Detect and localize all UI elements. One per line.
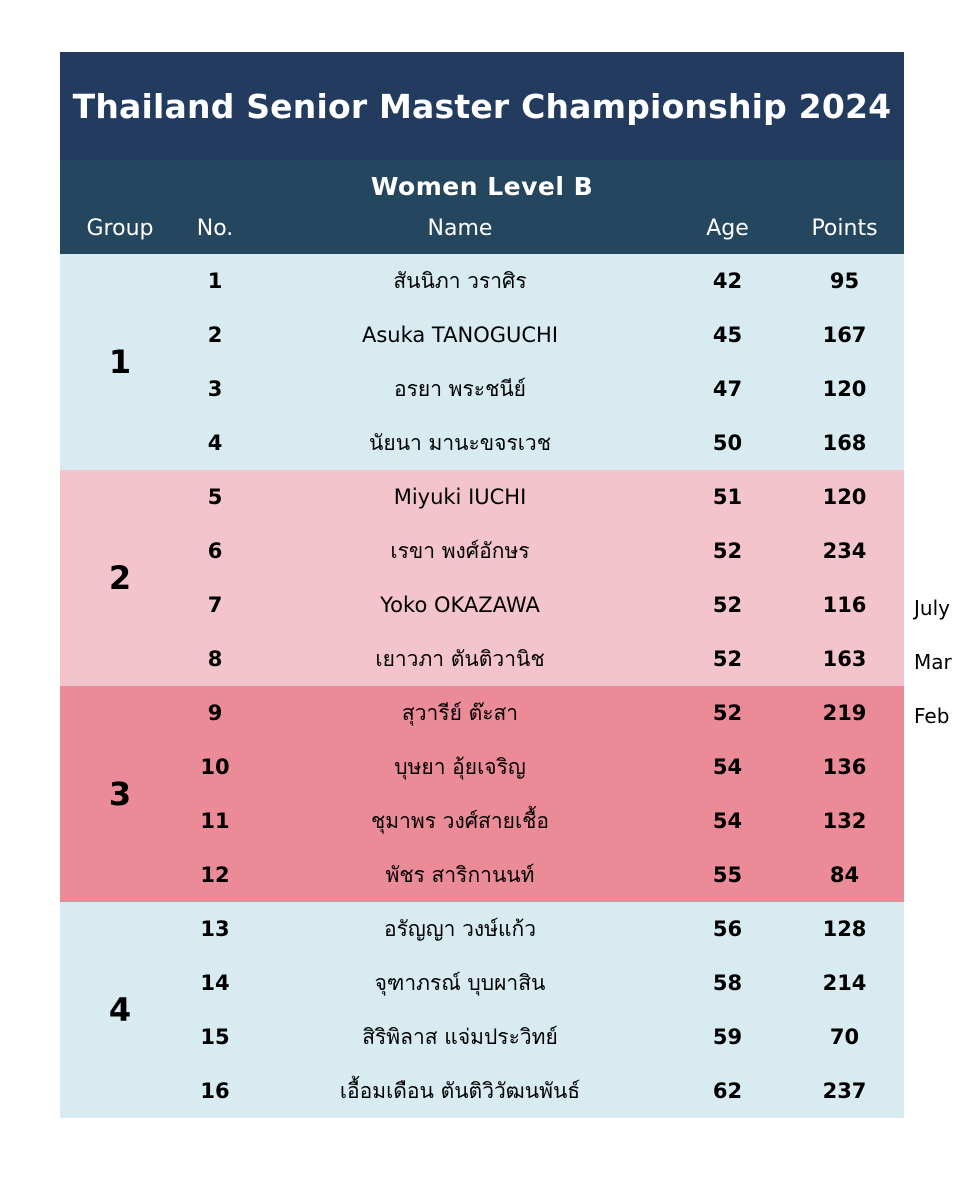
table-row <box>60 578 904 632</box>
player-age: 52 <box>712 647 743 671</box>
table-row <box>60 632 904 686</box>
player-age: 54 <box>712 809 743 833</box>
row-number: 9 <box>207 701 223 725</box>
player-age: 45 <box>712 323 743 347</box>
player-age: 54 <box>712 755 743 779</box>
player-points: 132 <box>822 809 867 833</box>
player-points: 116 <box>822 593 867 617</box>
table-row <box>60 524 904 578</box>
player-name: อรยา พระชนีย์ <box>394 377 526 401</box>
table-row <box>60 1064 904 1118</box>
table-row <box>60 956 904 1010</box>
player-points: 136 <box>822 755 867 779</box>
table-row <box>60 254 904 308</box>
row-number: 14 <box>200 971 230 995</box>
side-note-mar: Mar <box>914 650 952 674</box>
player-name: สิริพิลาส แจ่มประวิทย์ <box>362 1025 558 1049</box>
player-points: 219 <box>822 701 867 725</box>
group-label: 3 <box>108 775 132 813</box>
table-row <box>60 1010 904 1064</box>
row-number: 1 <box>207 269 223 293</box>
player-name: เรขา พงศ์อักษร <box>390 539 530 563</box>
table-row <box>60 902 904 956</box>
player-name: นัยนา มานะขจรเวช <box>369 431 551 455</box>
player-points: 168 <box>822 431 867 455</box>
column-header-name: Name <box>427 216 493 241</box>
row-number: 5 <box>207 485 223 509</box>
player-points: 84 <box>829 863 860 887</box>
table-row <box>60 308 904 362</box>
player-age: 47 <box>712 377 743 401</box>
player-age: 42 <box>712 269 743 293</box>
table-row <box>60 416 904 470</box>
player-age: 50 <box>712 431 743 455</box>
player-age: 56 <box>712 917 743 941</box>
player-age: 51 <box>712 485 743 509</box>
player-name: สันนิภา วราศิร <box>393 269 527 293</box>
player-points: 128 <box>822 917 867 941</box>
player-points: 70 <box>829 1025 860 1049</box>
group-block-3 <box>60 686 904 902</box>
column-header-group: Group <box>86 216 154 241</box>
row-number: 2 <box>207 323 223 347</box>
player-age: 52 <box>712 701 743 725</box>
row-number: 11 <box>200 809 230 833</box>
player-name: Miyuki IUCHI <box>393 485 527 509</box>
player-age: 52 <box>712 539 743 563</box>
player-points: 95 <box>829 269 860 293</box>
group-block-2 <box>60 470 904 686</box>
player-points: 167 <box>822 323 867 347</box>
page-title: Thailand Senior Master Championship 2024 <box>60 52 904 160</box>
row-number: 16 <box>200 1079 230 1103</box>
player-name: Asuka TANOGUCHI <box>361 323 559 347</box>
player-name: สุวารีย์ ต๊ะสา <box>401 701 519 725</box>
table-row <box>60 686 904 740</box>
column-header-no: No. <box>196 216 234 241</box>
player-points: 214 <box>822 971 867 995</box>
side-note-july: July <box>914 596 950 620</box>
player-age: 59 <box>712 1025 743 1049</box>
table-row <box>60 794 904 848</box>
player-points: 237 <box>822 1079 867 1103</box>
table-row <box>60 470 904 524</box>
table-row <box>60 362 904 416</box>
player-name: พัชร สาริกานนท์ <box>385 863 535 887</box>
player-age: 52 <box>712 593 743 617</box>
player-name: เยาวภา ตันติวานิช <box>375 647 545 671</box>
table-row <box>60 848 904 902</box>
row-number: 15 <box>200 1025 230 1049</box>
row-number: 3 <box>207 377 223 401</box>
side-note-feb: Feb <box>914 704 950 728</box>
column-header-age: Age <box>706 216 749 241</box>
player-name: อรัญญา วงษ์แก้ว <box>383 917 537 941</box>
row-number: 4 <box>207 431 223 455</box>
player-points: 120 <box>822 485 867 509</box>
table-row <box>60 740 904 794</box>
group-block-1 <box>60 254 904 470</box>
table-subtitle: Women Level B <box>370 172 594 201</box>
player-points: 120 <box>822 377 867 401</box>
row-number: 8 <box>207 647 223 671</box>
column-header-points: Points <box>811 216 878 241</box>
group-label: 4 <box>108 991 132 1029</box>
player-name: ชุมาพร วงศ์สายเชื้อ <box>370 809 550 833</box>
player-points: 163 <box>822 647 867 671</box>
player-age: 55 <box>712 863 743 887</box>
table-header <box>60 160 904 254</box>
group-label: 2 <box>108 559 132 597</box>
player-points: 234 <box>822 539 867 563</box>
group-block-4 <box>60 902 904 1118</box>
player-age: 62 <box>712 1079 743 1103</box>
player-name: จุฑาภรณ์ บุบผาสิน <box>374 971 546 995</box>
row-number: 6 <box>207 539 223 563</box>
row-number: 13 <box>200 917 230 941</box>
player-name: เอื้อมเดือน ตันติวิวัฒนพันธ์ <box>339 1079 581 1103</box>
row-number: 7 <box>207 593 223 617</box>
player-name: บุษยา อุ้ยเจริญ <box>394 755 526 779</box>
row-number: 12 <box>200 863 230 887</box>
results-table <box>60 52 904 1118</box>
group-label: 1 <box>108 343 132 381</box>
row-number: 10 <box>200 755 230 779</box>
player-name: Yoko OKAZAWA <box>380 593 540 617</box>
player-age: 58 <box>712 971 743 995</box>
